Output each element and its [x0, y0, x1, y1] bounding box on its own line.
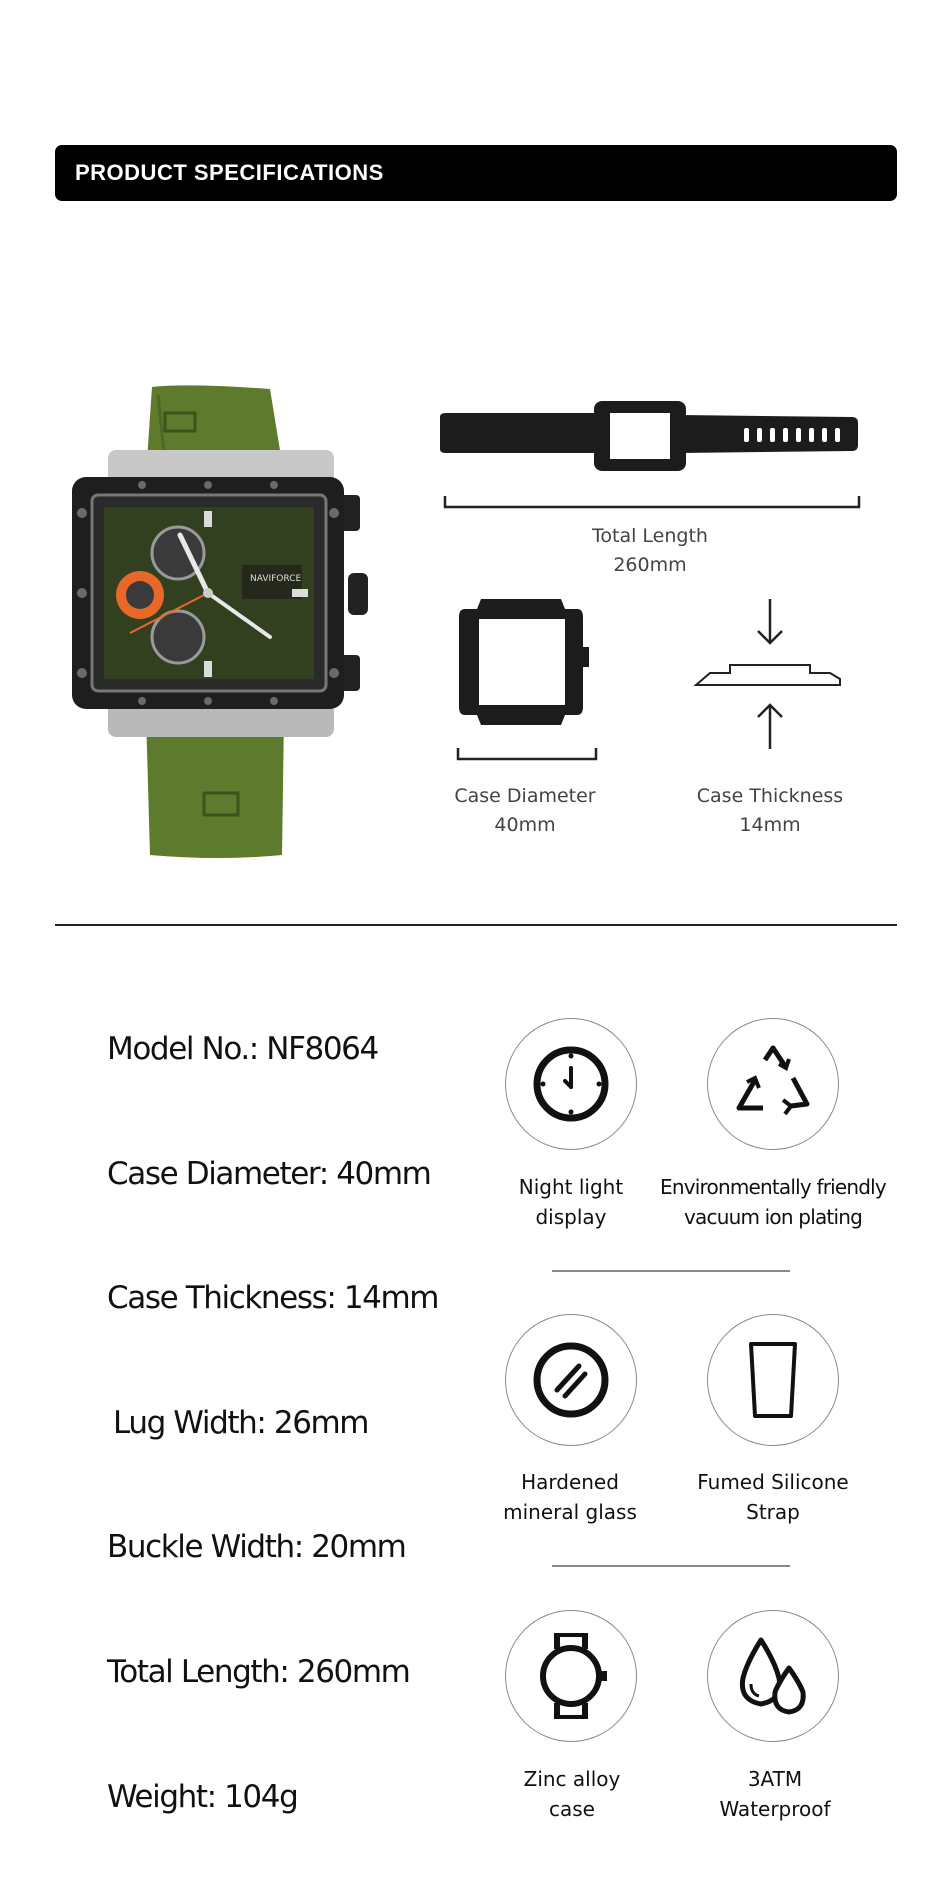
feature-silicone-strap — [707, 1314, 839, 1446]
feature-label-line: Environmentally friendly — [660, 1175, 886, 1199]
feature-night-light — [505, 1018, 637, 1150]
watch-product-image — [70, 385, 380, 860]
feature-eco-plating — [707, 1018, 839, 1150]
feature-waterproof-label — [675, 1764, 875, 1824]
case-diameter-title: Case Diameter — [454, 785, 596, 807]
spec-buckle-width: Buckle Width: 20mm — [107, 1529, 406, 1565]
feature-label-line: Zinc alloy — [523, 1767, 621, 1791]
spec-model-number: Model No.: NF8064 — [107, 1031, 378, 1067]
feature-waterproof — [707, 1610, 839, 1742]
feature-label-line: Strap — [746, 1500, 800, 1524]
feature-label-line: 3ATM — [747, 1767, 803, 1791]
feature-mineral-glass-label — [470, 1467, 670, 1527]
feature-night-light-label — [471, 1172, 671, 1232]
spec-lug-width: Lug Width: 26mm — [113, 1405, 369, 1441]
feature-divider — [552, 1270, 790, 1272]
feature-label-line: display — [535, 1205, 607, 1229]
section-divider — [55, 924, 897, 926]
feature-zinc-alloy-case — [505, 1610, 637, 1742]
feature-mineral-glass — [505, 1314, 637, 1446]
case-thickness-diagram — [690, 595, 850, 755]
feature-label-line: mineral glass — [503, 1500, 637, 1524]
feature-label-line: Hardened — [521, 1470, 619, 1494]
feature-divider — [552, 1565, 790, 1567]
case-thickness-title: Case Thickness — [696, 785, 844, 807]
total-length-value: 260mm — [613, 554, 687, 576]
recycle-icon — [733, 1044, 813, 1124]
dial-brand-text: NAVIFORCE — [250, 574, 302, 584]
feature-silicone-strap-label — [673, 1467, 873, 1527]
feature-label-line: Waterproof — [719, 1797, 831, 1821]
spec-case-thickness: Case Thickness: 14mm — [107, 1280, 439, 1316]
feature-zinc-alloy-label — [472, 1764, 672, 1824]
feature-label-line: vacuum ion plating — [684, 1205, 862, 1229]
case-diameter-label — [440, 782, 610, 840]
water-drops-icon — [731, 1634, 815, 1718]
total-length-label — [560, 522, 740, 580]
specs-banner — [55, 145, 897, 201]
banner-title: PRODUCT SPECIFICATIONS — [75, 160, 384, 185]
case-thickness-value: 14mm — [739, 814, 801, 836]
glass-icon — [531, 1340, 611, 1420]
case-thickness-label — [680, 782, 860, 840]
spec-case-diameter: Case Diameter: 40mm — [107, 1156, 431, 1192]
total-length-title: Total Length — [592, 525, 708, 547]
case-diameter-diagram — [455, 597, 605, 767]
strap-icon — [733, 1340, 813, 1420]
feature-label-line: Fumed Silicone — [697, 1470, 849, 1494]
feature-eco-plating-label — [653, 1172, 893, 1232]
spec-weight: Weight: 104g — [107, 1779, 298, 1815]
watch-case-icon — [531, 1631, 611, 1721]
spec-total-length: Total Length: 260mm — [107, 1654, 410, 1690]
feature-label-line: case — [549, 1797, 595, 1821]
case-diameter-value: 40mm — [494, 814, 556, 836]
clock-icon — [531, 1044, 611, 1124]
feature-label-line: Night light — [518, 1175, 624, 1199]
strap-length-diagram — [430, 395, 870, 515]
